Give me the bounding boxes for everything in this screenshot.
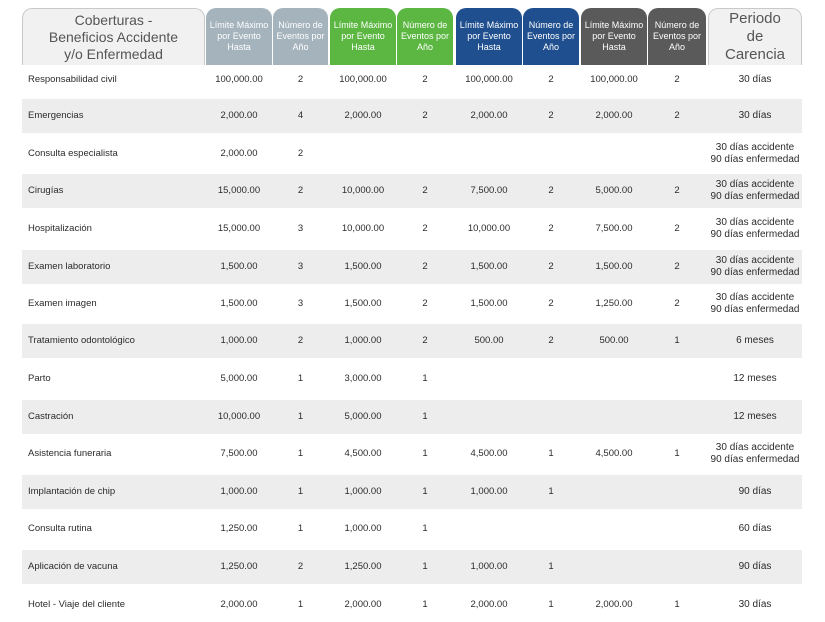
limit-value-plan2: 1,250.00 (344, 561, 382, 572)
limit-value-plan4: 2,000.00 (595, 110, 633, 121)
limit-value-plan1: 2,000.00 (220, 148, 258, 159)
header-limit-plan3-label: Límite Máximo por Evento Hasta (459, 20, 519, 52)
limit-value-plan2: 1,000.00 (344, 523, 382, 534)
limit-value-plan2: 2,000.00 (344, 110, 382, 121)
coverage-name: Asistencia funeraria (28, 448, 112, 459)
events-value-plan1: 3 (297, 298, 304, 309)
limit-value-plan1: 2,000.00 (220, 110, 258, 121)
header-limit-plan4-label: Límite Máximo por Evento Hasta (584, 20, 644, 52)
limit-value-plan4: 5,000.00 (595, 185, 633, 196)
limit-value-plan2: 1,500.00 (344, 298, 382, 309)
events-value-plan4: 1 (674, 599, 680, 610)
events-value-plan2: 2 (422, 110, 428, 121)
events-value-plan3 (523, 362, 579, 396)
limit-value-plan1: 1,500.00 (220, 298, 258, 309)
limit-value-plan4 (581, 362, 647, 396)
waiting-period: 30 días (738, 74, 772, 85)
limit-value-plan4: 7,500.00 (595, 223, 633, 234)
limit-value-plan3: 1,000.00 (470, 486, 508, 497)
table-row (22, 512, 802, 546)
header-limit-plan3 (456, 8, 522, 65)
waiting-period: 6 meses (736, 335, 774, 346)
table-row (22, 588, 802, 620)
events-value-plan2: 2 (422, 185, 428, 196)
limit-value-plan3: 500.00 (474, 335, 504, 346)
waiting-period: 90 días (738, 561, 772, 572)
header-events-plan3-label: Número de Eventos por Año (526, 20, 576, 52)
limit-value-plan3 (456, 512, 522, 546)
events-value-plan1: 3 (297, 261, 304, 272)
limit-value-plan3: 1,500.00 (470, 298, 508, 309)
events-value-plan3 (523, 400, 579, 434)
events-value-plan1: 1 (297, 486, 304, 497)
events-value-plan2: 2 (422, 223, 428, 234)
events-value-plan2: 1 (422, 411, 428, 422)
limit-value-plan3 (456, 400, 522, 434)
header-limit-plan4 (581, 8, 647, 65)
waiting-period: 30 días accidente 90 días enfermedad (710, 217, 800, 240)
limit-value-plan4 (581, 550, 647, 584)
limit-value-plan1: 1,000.00 (220, 335, 258, 346)
table-row (22, 137, 802, 171)
limit-value-plan1: 1,000.00 (220, 486, 258, 497)
coverage-name: Consulta rutina (28, 523, 92, 534)
events-value-plan4 (648, 362, 706, 396)
limit-value-plan3: 7,500.00 (470, 185, 508, 196)
events-value-plan4: 2 (674, 185, 680, 196)
limit-value-plan4: 4,500.00 (595, 448, 633, 459)
coverage-name: Tratamiento odontológico (28, 335, 135, 346)
limit-value-plan1: 1,250.00 (220, 561, 258, 572)
events-value-plan4 (648, 550, 706, 584)
coverage-name: Responsabilidad civil (28, 74, 117, 85)
limit-value-plan1: 1,250.00 (220, 523, 258, 534)
limit-value-plan1: 15,000.00 (217, 223, 261, 234)
events-value-plan3: 2 (548, 261, 554, 272)
header-events-plan3 (523, 8, 579, 65)
events-value-plan1: 2 (297, 74, 304, 85)
waiting-period: 30 días (738, 110, 772, 121)
events-value-plan3: 1 (548, 599, 554, 610)
waiting-period: 30 días accidente 90 días enfermedad (710, 442, 800, 465)
limit-value-plan2: 1,000.00 (344, 486, 382, 497)
events-value-plan1: 1 (297, 599, 304, 610)
header-period (708, 8, 802, 65)
header-period-label: Periodo de Carencia (724, 10, 786, 63)
table-row (22, 550, 802, 584)
events-value-plan4 (648, 400, 706, 434)
events-value-plan1: 3 (297, 223, 304, 234)
waiting-period: 60 días (738, 523, 772, 534)
header-events-plan1-label: Número de Eventos por Año (276, 20, 325, 52)
events-value-plan4: 1 (674, 335, 680, 346)
events-value-plan4 (648, 137, 706, 171)
events-value-plan1: 2 (297, 185, 304, 196)
events-value-plan1: 4 (297, 110, 304, 121)
table-row (22, 99, 802, 133)
header-limit-plan1 (206, 8, 272, 65)
limit-value-plan2: 1,000.00 (344, 335, 382, 346)
limit-value-plan3: 2,000.00 (470, 110, 508, 121)
limit-value-plan3: 2,000.00 (470, 599, 508, 610)
limit-value-plan4 (581, 137, 647, 171)
events-value-plan2: 1 (422, 486, 428, 497)
events-value-plan4 (648, 475, 706, 509)
table-row (22, 400, 802, 434)
events-value-plan2: 1 (422, 561, 428, 572)
limit-value-plan4 (581, 512, 647, 546)
waiting-period: 30 días accidente 90 días enfermedad (710, 255, 800, 278)
limit-value-plan1: 100,000.00 (215, 74, 263, 85)
events-value-plan1: 2 (297, 561, 304, 572)
limit-value-plan4: 1,500.00 (595, 261, 633, 272)
limit-value-plan2: 10,000.00 (341, 185, 385, 196)
events-value-plan3: 2 (548, 335, 554, 346)
limit-value-plan2: 10,000.00 (341, 223, 385, 234)
coverage-name: Castración (28, 411, 74, 422)
limit-value-plan3: 10,000.00 (467, 223, 511, 234)
events-value-plan3: 1 (548, 486, 554, 497)
limit-value-plan3: 100,000.00 (465, 74, 513, 85)
coverage-name: Consulta especialista (28, 148, 118, 159)
events-value-plan3: 2 (548, 110, 554, 121)
limit-value-plan4 (581, 475, 647, 509)
events-value-plan4: 1 (674, 448, 680, 459)
limit-value-plan2: 5,000.00 (344, 411, 382, 422)
events-value-plan3: 1 (548, 448, 554, 459)
events-value-plan3: 2 (548, 298, 554, 309)
limit-value-plan1: 5,000.00 (220, 373, 258, 384)
table-row (22, 250, 802, 284)
waiting-period: 30 días accidente 90 días enfermedad (710, 142, 800, 165)
events-value-plan2: 1 (422, 599, 428, 610)
limit-value-plan2: 2,000.00 (344, 599, 382, 610)
limit-value-plan4: 2,000.00 (595, 599, 633, 610)
table-row (22, 324, 802, 358)
table-row (22, 174, 802, 208)
waiting-period: 12 meses (733, 411, 777, 422)
coverage-name: Examen imagen (28, 298, 97, 309)
limit-value-plan4: 100,000.00 (590, 74, 638, 85)
events-value-plan1: 1 (297, 411, 304, 422)
events-value-plan3: 2 (548, 74, 554, 85)
limit-value-plan3: 1,500.00 (470, 261, 508, 272)
events-value-plan2: 1 (422, 373, 428, 384)
events-value-plan2: 2 (422, 261, 428, 272)
coverage-name: Parto (28, 373, 51, 384)
coverage-name: Cirugías (28, 185, 64, 196)
header-limit-plan1-label: Límite Máximo por Evento Hasta (209, 20, 269, 52)
coverage-name: Examen laboratorio (28, 261, 111, 272)
events-value-plan3: 2 (548, 185, 554, 196)
waiting-period: 12 meses (733, 373, 777, 384)
events-value-plan2: 1 (422, 448, 428, 459)
events-value-plan2: 2 (422, 74, 428, 85)
limit-value-plan4 (581, 400, 647, 434)
events-value-plan2 (397, 137, 453, 171)
limit-value-plan2 (330, 137, 396, 171)
table-row (22, 362, 802, 396)
limit-value-plan2: 3,000.00 (344, 373, 382, 384)
events-value-plan1: 2 (297, 335, 304, 346)
events-value-plan4: 2 (674, 74, 680, 85)
header-coverage (22, 8, 205, 65)
table-row (22, 475, 802, 509)
limit-value-plan1: 15,000.00 (217, 185, 261, 196)
coverage-name: Implantación de chip (28, 486, 116, 497)
events-value-plan4: 2 (674, 261, 680, 272)
limit-value-plan3: 4,500.00 (470, 448, 508, 459)
header-events-plan4-label: Número de Eventos por Año (652, 20, 702, 52)
header-limit-plan2-label: Límite Máximo por Evento Hasta (333, 20, 393, 52)
events-value-plan3 (523, 137, 579, 171)
events-value-plan4: 2 (674, 298, 680, 309)
events-value-plan1: 1 (297, 448, 304, 459)
header-events-plan2-label: Número de Eventos por Año (400, 20, 450, 52)
limit-value-plan2: 100,000.00 (339, 74, 387, 85)
limit-value-plan1: 2,000.00 (220, 599, 258, 610)
waiting-period: 30 días accidente 90 días enfermedad (710, 292, 800, 315)
events-value-plan4 (648, 512, 706, 546)
header-events-plan4 (648, 8, 706, 65)
waiting-period: 30 días accidente 90 días enfermedad (710, 179, 800, 202)
limit-value-plan4: 500.00 (599, 335, 629, 346)
table-row (22, 212, 802, 246)
events-value-plan2: 2 (422, 298, 428, 309)
table-row (22, 437, 802, 471)
events-value-plan2: 2 (422, 335, 428, 346)
waiting-period: 90 días (738, 486, 772, 497)
events-value-plan4: 2 (674, 110, 680, 121)
limit-value-plan4: 1,250.00 (595, 298, 633, 309)
limit-value-plan1: 10,000.00 (217, 411, 261, 422)
coverage-name: Aplicación de vacuna (28, 561, 118, 572)
events-value-plan2: 1 (422, 523, 428, 534)
header-events-plan1 (273, 8, 328, 65)
limit-value-plan3: 1,000.00 (470, 561, 508, 572)
header-coverage-label: Coberturas - Beneficios Accidente y/o Enfermedad (48, 11, 179, 62)
limit-value-plan3 (456, 137, 522, 171)
waiting-period: 30 días (738, 599, 772, 610)
header-limit-plan2 (330, 8, 396, 65)
events-value-plan3: 1 (548, 561, 554, 572)
coverage-name: Hotel - Viaje del cliente (28, 599, 125, 610)
events-value-plan4: 2 (674, 223, 680, 234)
limit-value-plan1: 7,500.00 (220, 448, 258, 459)
events-value-plan3: 2 (548, 223, 554, 234)
events-value-plan1: 1 (297, 373, 304, 384)
limit-value-plan1: 1,500.00 (220, 261, 258, 272)
header-events-plan2 (397, 8, 453, 65)
events-value-plan3 (523, 512, 579, 546)
limit-value-plan2: 4,500.00 (344, 448, 382, 459)
coverage-name: Emergencias (28, 110, 84, 121)
table-row (22, 63, 802, 97)
limit-value-plan3 (456, 362, 522, 396)
coverage-name: Hospitalización (28, 223, 92, 234)
events-value-plan1: 1 (297, 523, 304, 534)
table-row (22, 287, 802, 321)
events-value-plan1: 2 (297, 148, 304, 159)
limit-value-plan2: 1,500.00 (344, 261, 382, 272)
